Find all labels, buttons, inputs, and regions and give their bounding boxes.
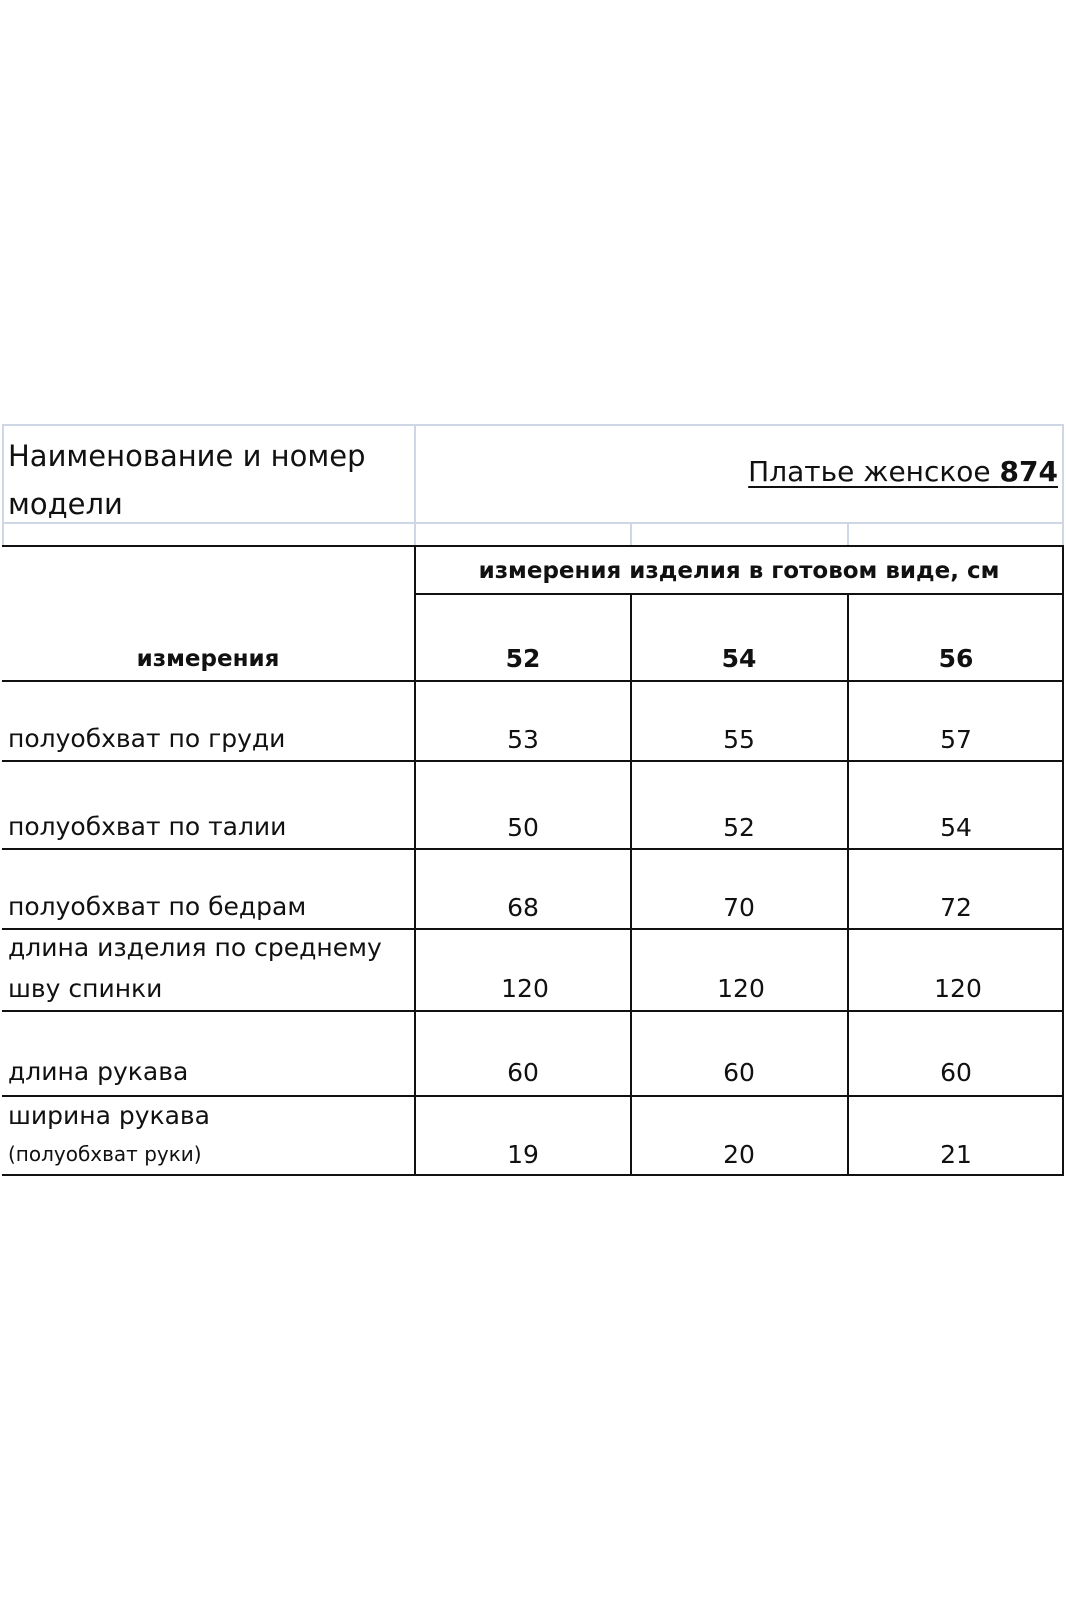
table-cell: 19 — [507, 1140, 539, 1169]
row-label: полуобхват по бедрам — [8, 892, 307, 921]
gridline — [414, 424, 416, 546]
table-cell: 57 — [940, 725, 972, 754]
gridline — [2, 424, 4, 546]
model-type: Платье женское — [748, 455, 1000, 488]
table-border — [2, 1174, 1064, 1176]
column-header-measurements: измерения — [136, 646, 280, 672]
table-cell: 120 — [501, 974, 549, 1003]
gridline — [630, 522, 632, 546]
size-header: 56 — [938, 644, 974, 673]
table-border — [2, 1095, 1064, 1097]
row-label: ширина рукава — [8, 1101, 210, 1130]
table-border — [2, 1010, 1064, 1012]
table-border — [414, 593, 1064, 595]
table-border — [2, 680, 1064, 682]
table-cell: 72 — [940, 893, 972, 922]
table-border — [2, 928, 1064, 930]
model-name-value — [748, 455, 1058, 488]
table-border — [847, 593, 849, 1176]
table-cell: 54 — [940, 813, 972, 842]
table-border — [1062, 545, 1064, 1176]
table-cell: 120 — [717, 974, 765, 1003]
gridline — [847, 522, 849, 546]
row-label: шву спинки — [8, 974, 163, 1003]
gridline — [1062, 424, 1064, 546]
table-cell: 52 — [723, 813, 755, 842]
table-cell: 68 — [507, 893, 539, 922]
table-cell: 60 — [723, 1058, 755, 1087]
row-label: полуобхват по груди — [8, 724, 286, 753]
table-cell: 21 — [940, 1140, 972, 1169]
size-header: 54 — [721, 644, 757, 673]
gridline — [2, 424, 1064, 426]
row-label-note: (полуобхват руки) — [8, 1142, 202, 1166]
table-border — [2, 848, 1064, 850]
table-cell: 55 — [723, 725, 755, 754]
model-number: 874 — [999, 455, 1058, 488]
row-label: длина рукава — [8, 1057, 189, 1086]
group-header: измерения изделия в готовом виде, см — [478, 558, 1000, 584]
size-header: 52 — [505, 644, 541, 673]
model-name-label: Наименование и номер модели — [8, 439, 366, 521]
table-cell: 120 — [934, 974, 982, 1003]
table-cell: 70 — [723, 893, 755, 922]
row-label: длина изделия по среднему — [8, 933, 382, 962]
table-border — [414, 545, 416, 1176]
table-border — [630, 593, 632, 1176]
table-cell: 50 — [507, 813, 539, 842]
table-cell: 60 — [940, 1058, 972, 1087]
row-label: полуобхват по талии — [8, 812, 287, 841]
table-border — [2, 545, 1064, 547]
table-border — [2, 760, 1064, 762]
table-cell: 20 — [723, 1140, 755, 1169]
table-cell: 60 — [507, 1058, 539, 1087]
table-cell: 53 — [507, 725, 539, 754]
